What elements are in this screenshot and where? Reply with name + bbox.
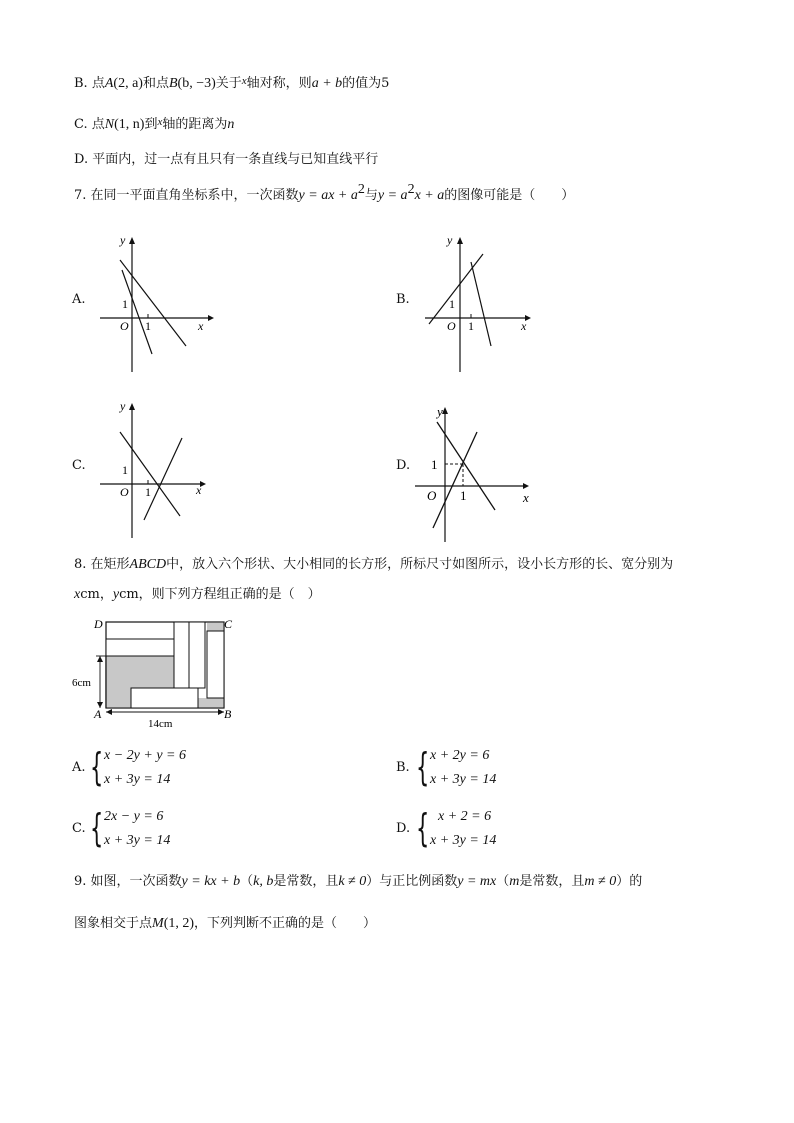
svg-text:y: y xyxy=(437,404,443,419)
q8-option-d-label[interactable]: D. xyxy=(396,821,411,836)
svg-text:D: D xyxy=(94,617,103,631)
q6-option-c: C. 点N(1, n)到$^x$轴的距离为n xyxy=(74,116,235,132)
svg-text:O: O xyxy=(120,485,129,499)
q7-graph-a[interactable] xyxy=(100,232,215,372)
svg-text:1: 1 xyxy=(460,488,467,503)
q8-option-b-label[interactable]: B. xyxy=(396,760,410,775)
q8-option-a-label[interactable]: A. xyxy=(72,760,86,775)
q7-option-c-label[interactable]: C. xyxy=(72,458,86,473)
svg-text:x: x xyxy=(196,483,202,497)
svg-text:C: C xyxy=(224,617,233,631)
q8-option-c-brace: { xyxy=(90,806,104,850)
q7-option-d-label[interactable]: D. xyxy=(396,458,411,473)
svg-text:1: 1 xyxy=(468,319,474,333)
svg-text:O: O xyxy=(447,319,456,333)
q7-stem: 7. 在同一平面直角坐标系中，一次函数y = ax + $a^2$与$y = a^2x + a$的图像可能是（ ） xyxy=(74,182,575,203)
q8-stem-line2: xcm，ycm，则下列方程组正确的是（ ） xyxy=(74,587,321,602)
q8-option-d-system[interactable]: x + 2 = 6 x + 3y = 14 xyxy=(430,809,497,848)
svg-text:y: y xyxy=(447,233,453,247)
svg-text:x: x xyxy=(198,319,204,333)
q8-stem-line1: 8. 在矩形ABCD中，放入六个形状、大小相同的长方形，所标尺寸如图所示，设小长方形的长、宽分别为 xyxy=(74,557,674,572)
q7-option-b-label[interactable]: B. xyxy=(396,292,410,307)
svg-text:O: O xyxy=(120,319,129,333)
q8-option-b-system[interactable]: x + 2y = 6 x + 3y = 14 xyxy=(430,748,497,787)
q7-graph-d[interactable] xyxy=(415,402,540,542)
svg-text:1: 1 xyxy=(449,297,455,311)
svg-text:x: x xyxy=(521,319,527,333)
q7-graph-b[interactable] xyxy=(425,232,540,372)
svg-text:14cm: 14cm xyxy=(148,718,173,730)
q9-stem-line2: 图象相交于点M(1, 2)，下列判断不正确的是（ ） xyxy=(74,916,377,931)
q8-option-c-label[interactable]: C. xyxy=(72,821,86,836)
q7-option-a-label[interactable]: A. xyxy=(72,292,86,307)
svg-text:O: O xyxy=(427,488,437,503)
svg-text:1: 1 xyxy=(145,485,151,499)
q8-option-c-system[interactable]: 2x − y = 6 x + 3y = 14 xyxy=(104,809,171,848)
svg-text:1: 1 xyxy=(122,297,128,311)
q9-stem-line1: 9. 如图，一次函数y = kx + b（k, b是常数，且k ≠ 0）与正比例函数y = mx（m是常数，且m ≠ 0）的 xyxy=(74,874,643,889)
q8-option-a-brace: { xyxy=(90,745,104,789)
svg-text:B: B xyxy=(224,707,232,721)
svg-text:y: y xyxy=(120,233,126,247)
svg-text:1: 1 xyxy=(122,463,128,477)
q8-rectangle-figure xyxy=(68,612,248,732)
q7-graph-c[interactable] xyxy=(100,398,215,540)
svg-text:6cm: 6cm xyxy=(72,677,91,689)
svg-text:1: 1 xyxy=(431,457,438,472)
q8-option-b-brace: { xyxy=(416,745,430,789)
svg-text:A: A xyxy=(94,707,102,721)
q8-option-d-brace: { xyxy=(416,806,430,850)
q8-option-a-system[interactable]: x − 2y + y = 6 x + 3y = 14 xyxy=(104,748,186,787)
svg-text:x: x xyxy=(523,490,529,505)
q6-option-d: D. 平面内，过一点有且只有一条直线与已知直线平行 xyxy=(74,152,379,167)
svg-text:y: y xyxy=(120,399,126,413)
svg-text:1: 1 xyxy=(145,319,151,333)
q6-option-b: B. 点A(2, a)和点B(b, −3)关于$^x$轴对称，则a + b的值为5 xyxy=(74,75,390,91)
